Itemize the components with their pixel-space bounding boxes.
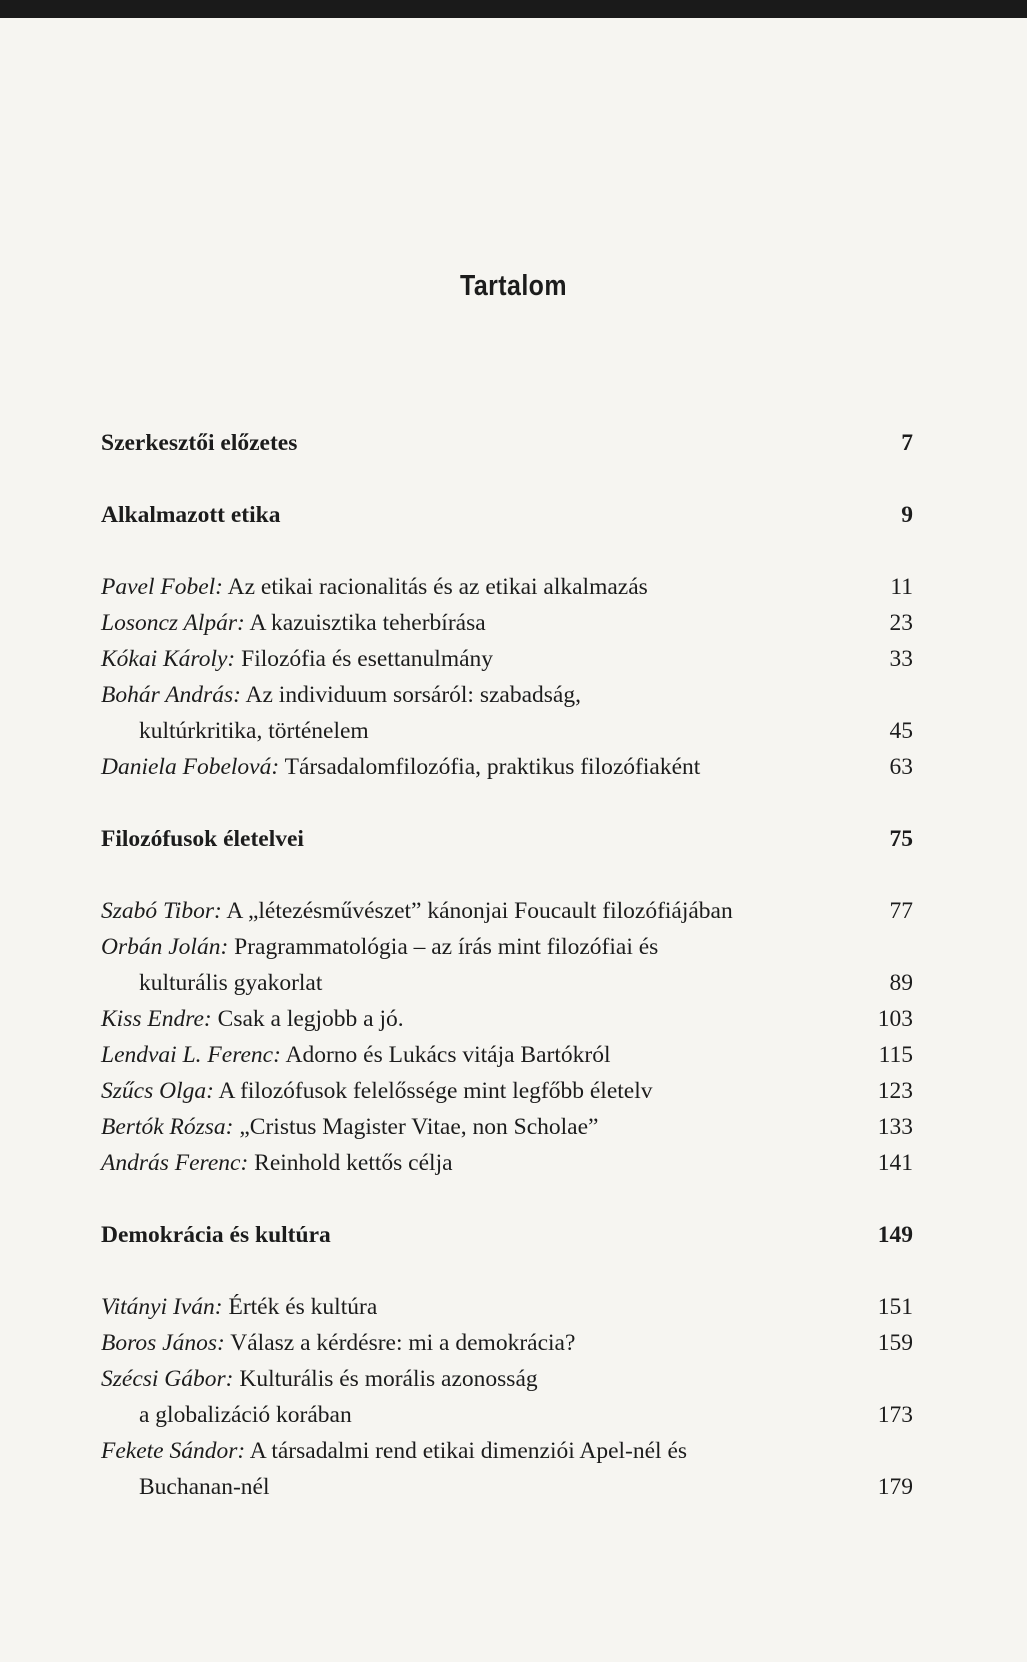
toc-entry bbox=[101, 1037, 913, 1073]
toc-entry-title: Pragrammatológia – az írás mint filozófiai és bbox=[234, 934, 659, 960]
toc-section-title: Demokrácia és kultúra bbox=[101, 1222, 331, 1248]
toc-entry-author: András Ferenc: bbox=[101, 1150, 249, 1176]
toc-entry-author: Boros János: bbox=[101, 1330, 225, 1356]
toc-section-title: Szerkesztői előzetes bbox=[101, 430, 298, 456]
toc-page-number: 151 bbox=[877, 1294, 913, 1320]
toc-page-number: 141 bbox=[877, 1150, 913, 1176]
toc-entry bbox=[101, 641, 913, 677]
toc-entry-author: Orbán Jolán: bbox=[101, 934, 229, 960]
toc-entry bbox=[101, 569, 913, 605]
toc-page-number: 9 bbox=[901, 502, 913, 528]
toc-page-number: 45 bbox=[889, 718, 913, 744]
toc-entry bbox=[101, 1433, 913, 1505]
toc-section bbox=[101, 1217, 913, 1253]
table-of-contents bbox=[101, 425, 913, 1505]
toc-entry-title: Az individuum sorsáról: szabadság, bbox=[245, 682, 581, 708]
toc-entry-title: Az etikai racionalitás és az etikai alkalmazás bbox=[227, 574, 648, 600]
toc-page-number: 149 bbox=[877, 1222, 913, 1248]
toc-page-number: 89 bbox=[889, 970, 913, 996]
toc-entry-title: Adorno és Lukács vitája Bartókról bbox=[285, 1042, 611, 1068]
toc-section bbox=[101, 497, 913, 533]
toc-entry-title: kultúrkritika, történelem bbox=[139, 718, 369, 744]
toc-entry bbox=[101, 605, 913, 641]
toc-entry-author: Szűcs Olga: bbox=[101, 1078, 214, 1104]
toc-entry-title: „Cristus Magister Vitae, non Scholae” bbox=[239, 1114, 599, 1140]
toc-page-number: 23 bbox=[889, 610, 913, 636]
toc-page-number: 173 bbox=[877, 1402, 913, 1428]
toc-entry-title: Válasz a kérdésre: mi a demokrácia? bbox=[230, 1330, 576, 1356]
scan-top-edge bbox=[0, 0, 1027, 18]
toc-page-number: 115 bbox=[878, 1042, 913, 1068]
toc-entry-title: Reinhold kettős célja bbox=[254, 1150, 453, 1176]
toc-entry-title: Társadalomfilozófia, praktikus filozófiaként bbox=[284, 754, 701, 780]
toc-entry-author: Vitányi Iván: bbox=[101, 1294, 223, 1320]
toc-entry-author: Daniela Fobelová: bbox=[101, 754, 280, 780]
toc-section bbox=[101, 821, 913, 857]
toc-page-number: 123 bbox=[877, 1078, 913, 1104]
toc-page-number: 133 bbox=[877, 1114, 913, 1140]
toc-entry-title: Csak a legjobb a jó. bbox=[217, 1006, 404, 1032]
toc-page-number: 63 bbox=[889, 754, 913, 780]
toc-entry bbox=[101, 1073, 913, 1109]
toc-entry-title: A kazuisztika teherbírása bbox=[249, 610, 486, 636]
toc-entry-author: Bertók Rózsa: bbox=[101, 1114, 234, 1140]
toc-entry-title: Buchanan-nél bbox=[139, 1474, 270, 1500]
toc-page-number: 179 bbox=[877, 1474, 913, 1500]
toc-entry bbox=[101, 1325, 913, 1361]
toc-entry-author: Szabó Tibor: bbox=[101, 898, 222, 924]
toc-entry bbox=[101, 1001, 913, 1037]
toc-entry bbox=[101, 1145, 913, 1181]
toc-entry bbox=[101, 893, 913, 929]
toc-entry bbox=[101, 1289, 913, 1325]
toc-entry-title: a globalizáció korában bbox=[139, 1402, 352, 1428]
toc-entry-author: Szécsi Gábor: bbox=[101, 1366, 234, 1392]
toc-entry-title: Filozófia és esettanulmány bbox=[241, 646, 494, 672]
toc-entry-title: kulturális gyakorlat bbox=[139, 970, 323, 996]
toc-entry-author: Lendvai L. Ferenc: bbox=[101, 1042, 281, 1068]
toc-entry-author: Fekete Sándor: bbox=[101, 1438, 246, 1464]
toc-entry-author: Kókai Károly: bbox=[101, 646, 236, 672]
toc-section-title: Alkalmazott etika bbox=[101, 502, 281, 528]
toc-entry-title: A társadalmi rend etikai dimenziói Apel-nél és bbox=[249, 1438, 688, 1464]
toc-page-number: 11 bbox=[890, 574, 913, 600]
toc-entry-title: A „létezésművészet” kánonjai Foucault filozófiájában bbox=[226, 898, 733, 924]
toc-entry bbox=[101, 677, 913, 749]
toc-section bbox=[101, 425, 913, 461]
toc-entry-author: Pavel Fobel: bbox=[101, 574, 224, 600]
toc-page-number: 103 bbox=[877, 1006, 913, 1032]
toc-page-number: 33 bbox=[889, 646, 913, 672]
toc-entry-title: A filozófusok felelőssége mint legfőbb életelv bbox=[218, 1078, 653, 1104]
toc-entry-author: Kiss Endre: bbox=[101, 1006, 212, 1032]
toc-page-number: 159 bbox=[877, 1330, 913, 1356]
toc-entry-title: Kulturális és morális azonosság bbox=[239, 1366, 538, 1392]
toc-entry bbox=[101, 1361, 913, 1433]
toc-entry-title: Érték és kultúra bbox=[228, 1294, 378, 1320]
toc-page-number: 75 bbox=[889, 826, 913, 852]
toc-section-title: Filozófusok életelvei bbox=[101, 826, 304, 852]
toc-entry-author: Losoncz Alpár: bbox=[101, 610, 245, 636]
toc-entry-author: Bohár András: bbox=[101, 682, 241, 708]
page-title: Tartalom bbox=[460, 270, 567, 302]
toc-entry bbox=[101, 929, 913, 1001]
toc-page-number: 7 bbox=[901, 430, 913, 456]
toc-entry bbox=[101, 1109, 913, 1145]
toc-page-number: 77 bbox=[889, 898, 913, 924]
toc-entry bbox=[101, 749, 913, 785]
